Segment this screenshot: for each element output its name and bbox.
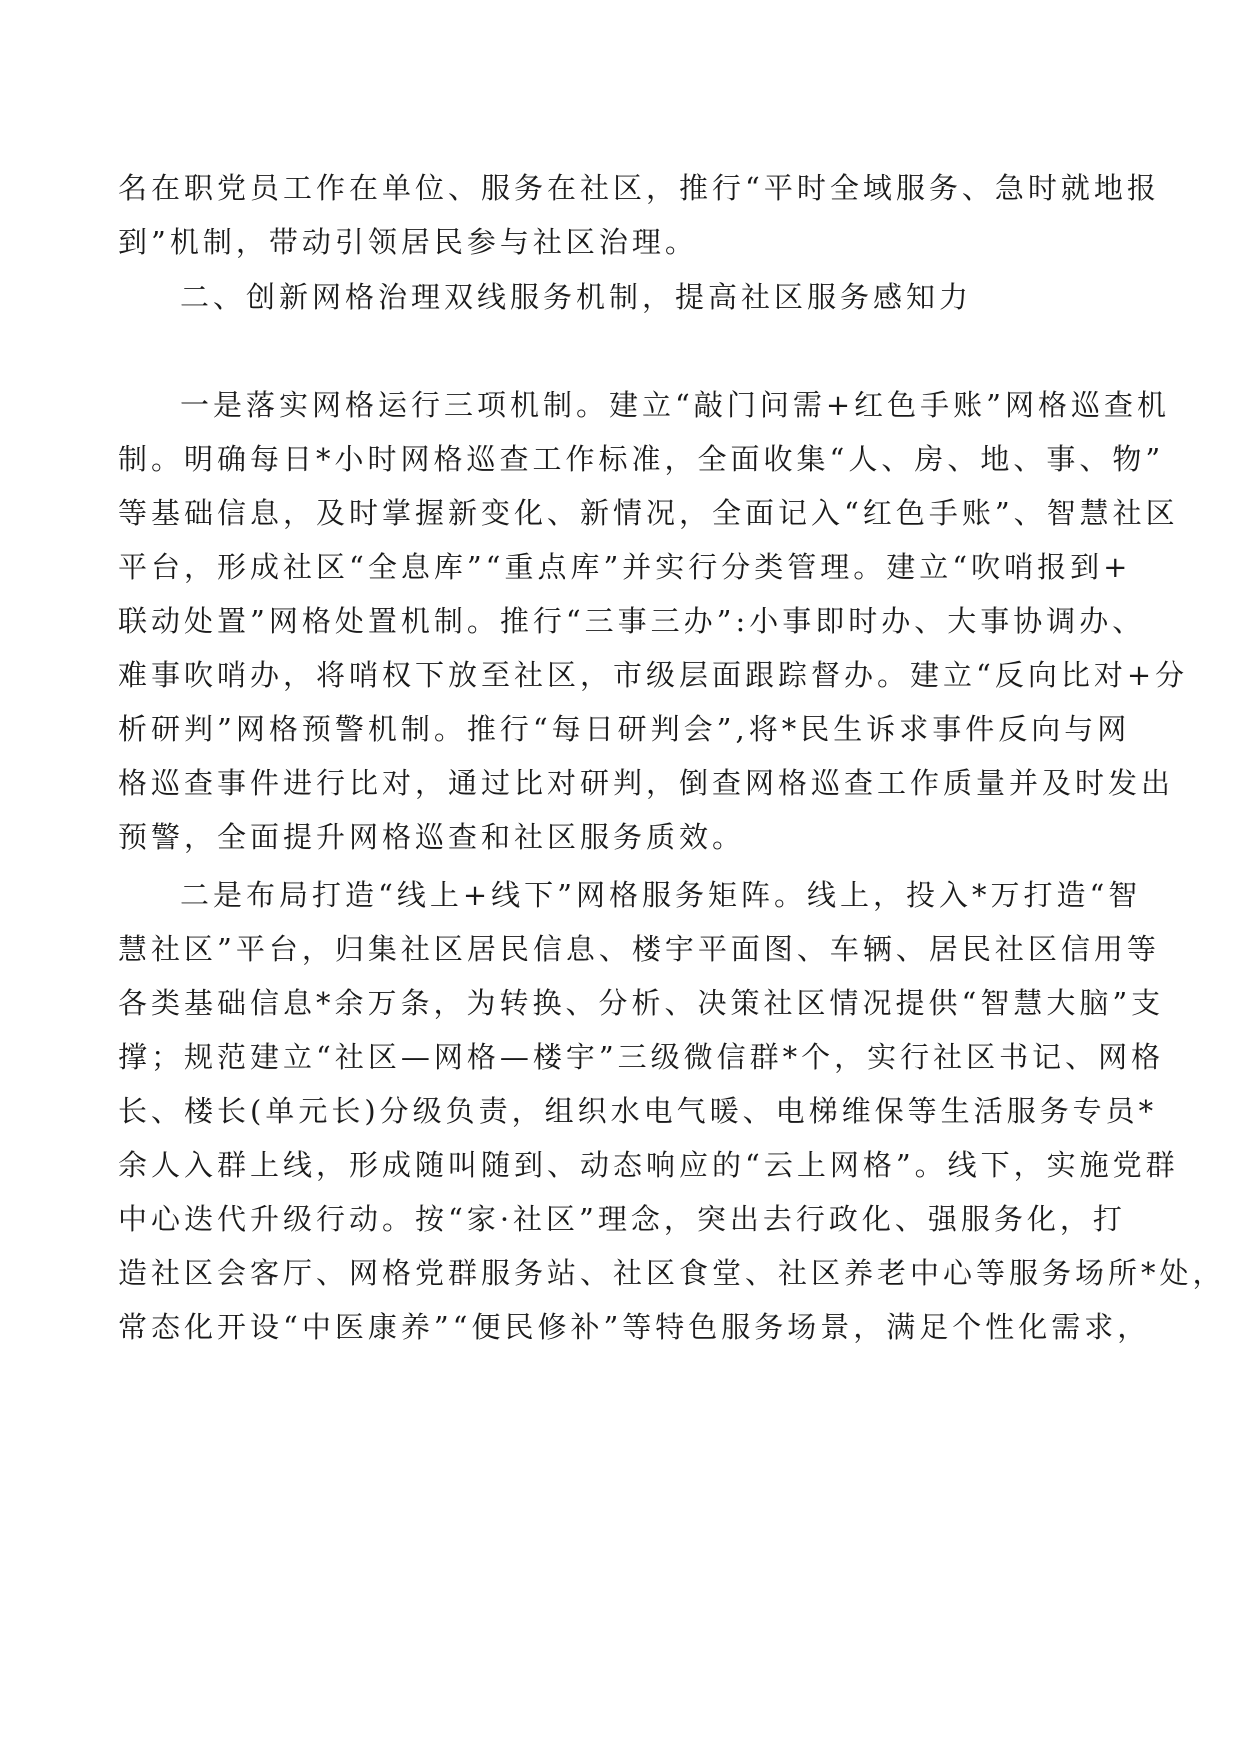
- text-line: 撑；规范建立“社区—网格—楼宇”三级微信群*个，实行社区书记、网格: [118, 1040, 1165, 1074]
- text-line: 长、楼长(单元长)分级负责，组织水电气暖、电梯维保等生活服务专员*: [118, 1094, 1158, 1128]
- text-line: 等基础信息，及时掌握新变化、新情况，全面记入“红色手账”、智慧社区: [118, 496, 1179, 530]
- paragraph-continuation: [118, 161, 1160, 269]
- text-line: 造社区会客厅、网格党群服务站、社区食堂、社区养老中心等服务场所*处，: [118, 1256, 1226, 1290]
- text-line: 格巡查事件进行比对，通过比对研判，倒查网格巡查工作质量并及时发出: [118, 766, 1175, 800]
- text-line: 预警，全面提升网格巡查和社区服务质效。: [118, 820, 746, 854]
- section-heading: [118, 270, 1122, 324]
- text-line: 余人入群上线，形成随叫随到、动态响应的“云上网格”。线下，实施党群: [118, 1148, 1179, 1182]
- text-line: 一是落实网格运行三项机制。建立“敲门问需+红色手账”网格巡查机: [180, 388, 1170, 422]
- text-line: 平台，形成社区“全息库”“重点库”并实行分类管理。建立“吹哨报到+: [118, 550, 1132, 584]
- heading-text: 二、创新网格治理双线服务机制，提高社区服务感知力: [180, 280, 973, 314]
- paragraph-grid-mechanisms: [118, 378, 1189, 864]
- text-line: 析研判”网格预警机制。推行“每日研判会”,将*民生诉求事件反向与网: [118, 712, 1131, 746]
- text-line: 常态化开设“中医康养”“便民修补”等特色服务场景，满足个性化需求，: [118, 1310, 1151, 1344]
- text-line: 联动处置”网格处置机制。推行“三事三办”:小事即时办、大事协调办、: [118, 604, 1146, 638]
- text-line: 到”机制，带动引领居民参与社区治理。: [118, 225, 698, 259]
- text-line: 各类基础信息*余万条，为转换、分析、决策社区情况提供“智慧大脑”支: [118, 986, 1165, 1020]
- text-line: 慧社区”平台，归集社区居民信息、楼宇平面图、车辆、居民社区信用等: [118, 932, 1160, 966]
- text-line: 制。明确每日*小时网格巡查工作标准，全面收集“人、房、地、事、物”: [118, 442, 1165, 476]
- text-line: 中心迭代升级行动。按“家·社区”理念，突出去行政化、强服务化，打: [118, 1202, 1126, 1236]
- text-line: 难事吹哨办，将哨权下放至社区，市级层面跟踪督办。建立“反向比对+分: [118, 658, 1189, 692]
- text-line: 二是布局打造“线上+线下”网格服务矩阵。线上，投入*万打造“智: [180, 878, 1142, 912]
- paragraph-service-matrix: [118, 868, 1226, 1354]
- text-line: 名在职党员工作在单位、服务在社区，推行“平时全域服务、急时就地报: [118, 171, 1160, 205]
